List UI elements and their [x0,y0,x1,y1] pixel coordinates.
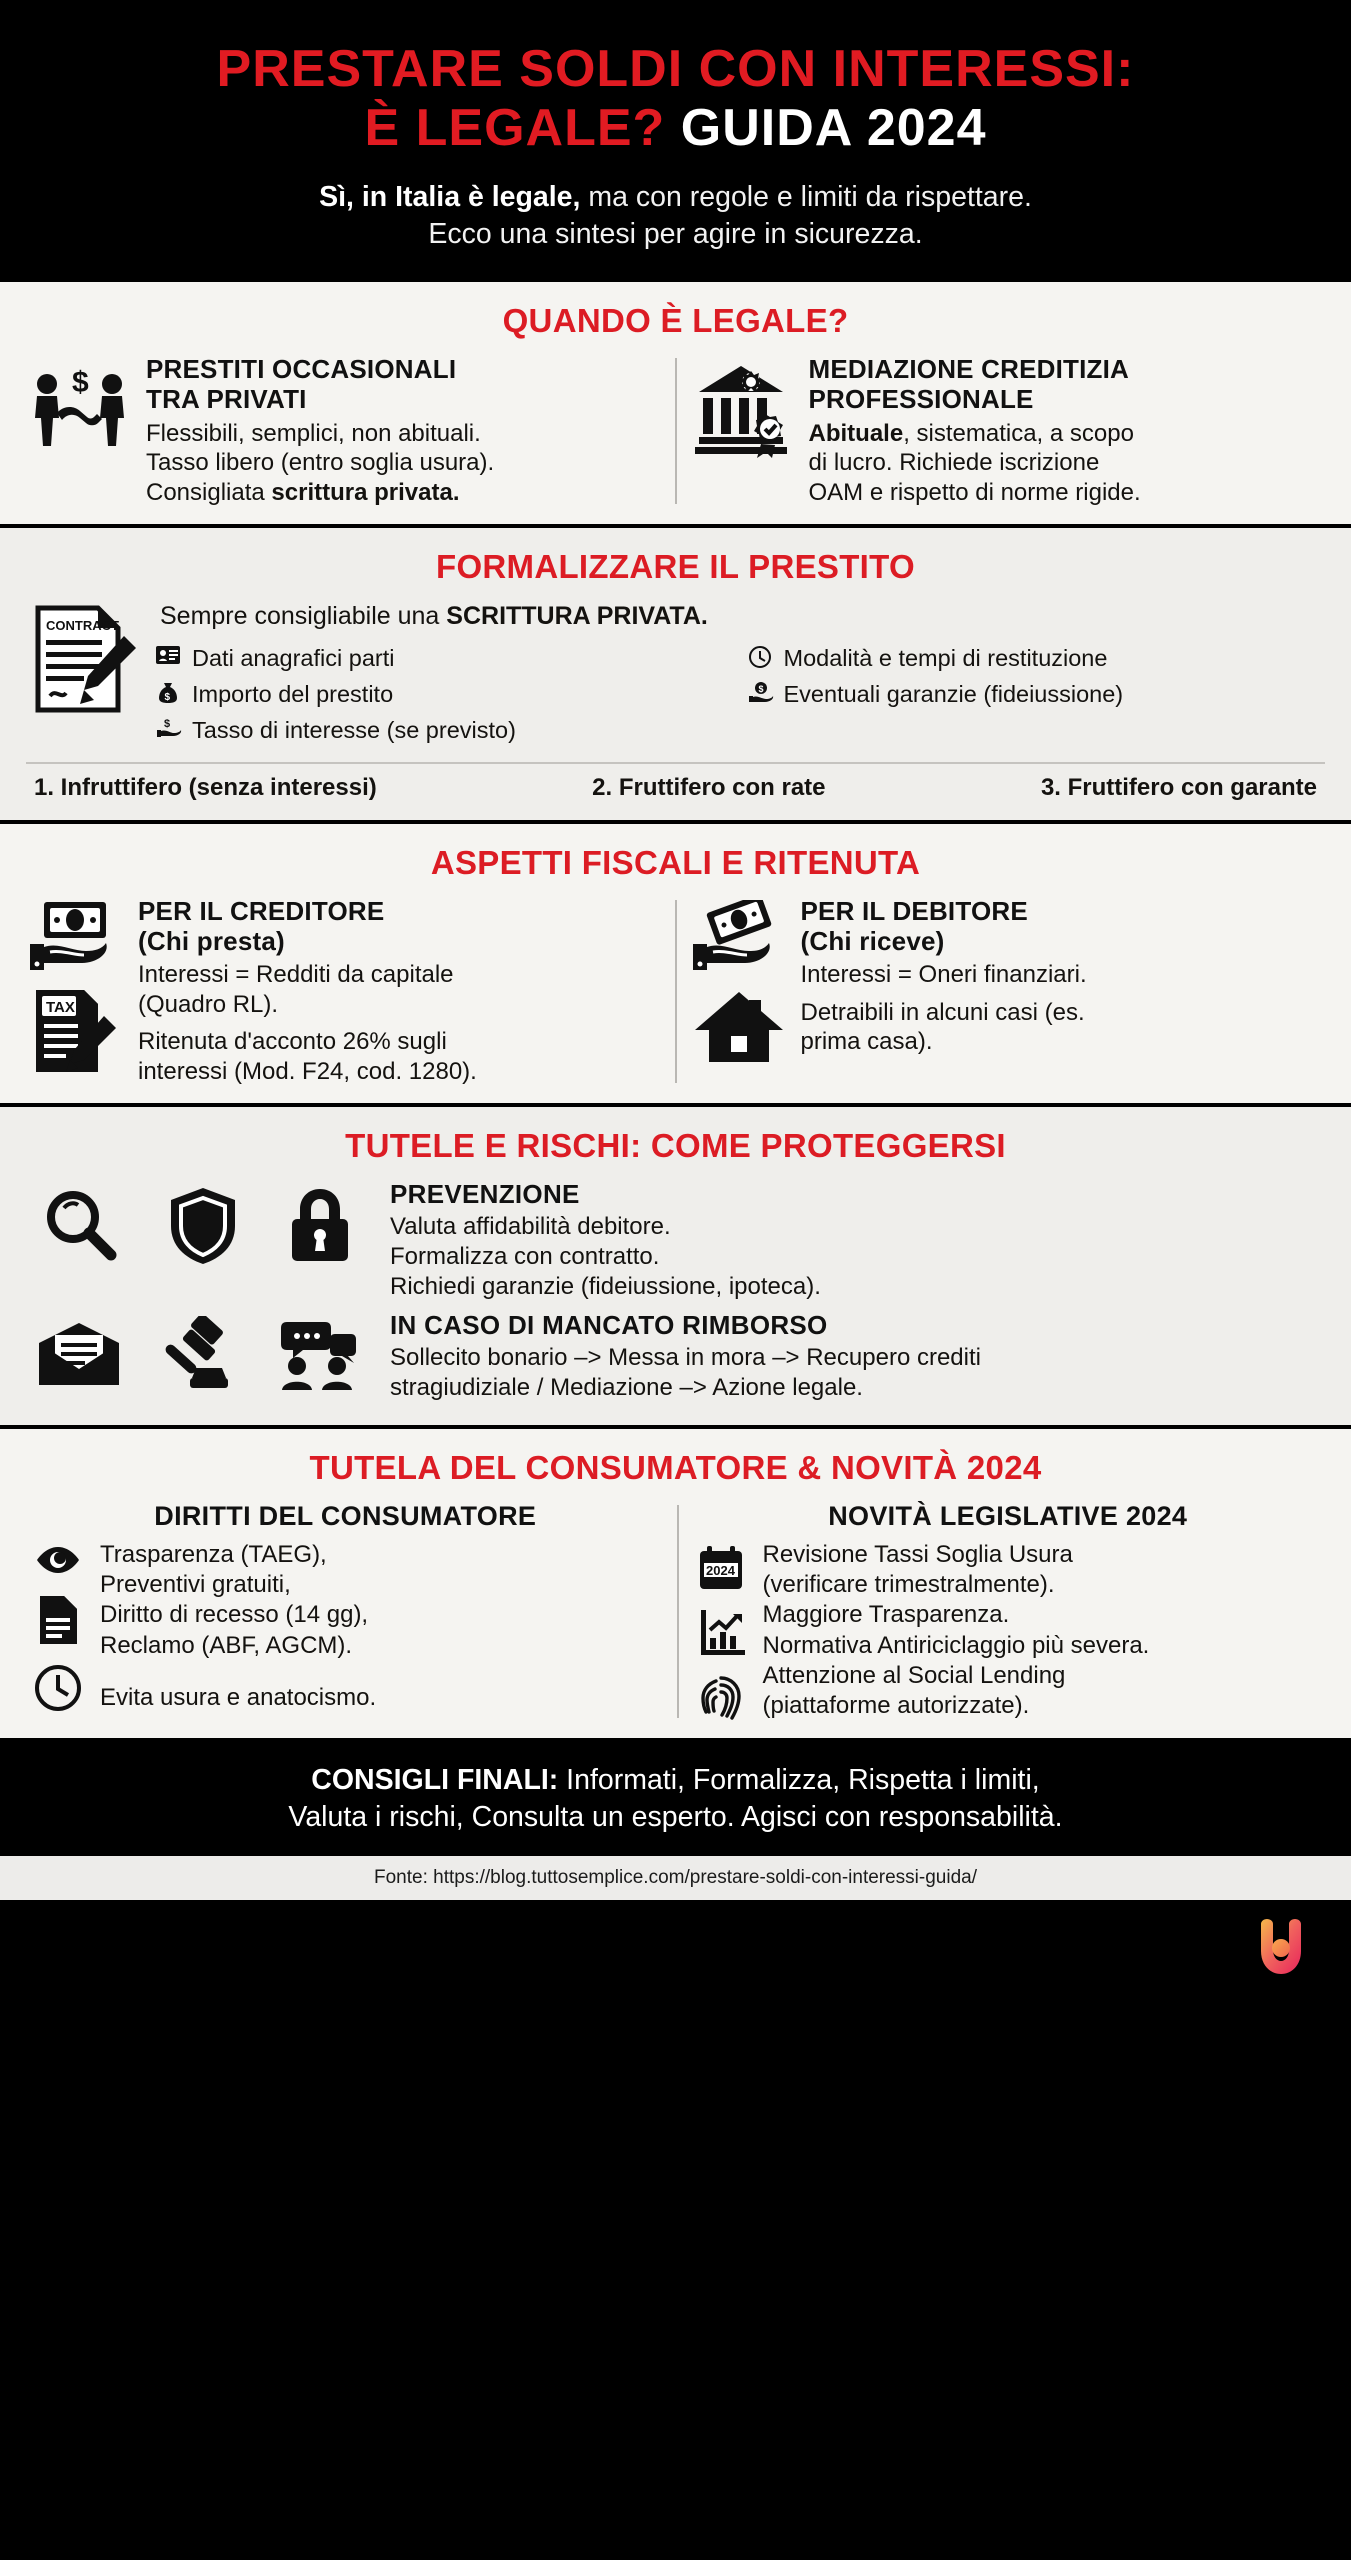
legale-left-body-emphasis: scrittura privata. [271,479,460,507]
document-icon [37,1594,79,1646]
legale-right-heading-line-1: MEDIAZIONE CREDITIZIA [808,354,1130,385]
legale-right-body [809,419,1141,508]
novita-line-6: (piattaforme autorizzate). [762,1692,1030,1719]
novita-line-3: Maggiore Trasparenza. [762,1601,1010,1629]
svg-text:TAX: TAX [46,998,75,1016]
fiscali-left-p2-line-2: interessi (Mod. F24, cod. 1280). [138,1058,477,1086]
section-title-fiscali: ASPETTI FISCALI E RITENUTA [430,843,921,881]
list-item [156,713,742,748]
logo-bar [0,1900,1351,2020]
list-item [748,641,1334,676]
section-aspetti-fiscali [0,824,1351,1107]
prevenzione-line-3: Richiedi garanzie (fideiussione, ipoteca). [390,1272,821,1300]
section-title-legale: QUANDO È LEGALE? [502,302,849,340]
legale-right-body-line-2: di lucro. Richiede iscrizione [808,449,1100,477]
novita-line-4: Normativa Antiriciclaggio più severa. [762,1631,1150,1659]
fiscali-right-p1-line-1: Interessi = Oneri finanziari. [800,960,1087,988]
fiscali-left-heading [138,896,477,956]
page-title-question: È LEGALE? [364,99,666,158]
diritti-subtitle: DIRITTI DEL CONSUMATORE [154,1500,537,1531]
loan-types-row [18,774,1333,804]
diritti-line-3: Diritto di recesso (14 gg), [100,1601,369,1629]
subtitle-rest: ma con regole e limiti da rispettare. [580,181,1032,214]
diritti-line-4: Reclamo (ABF, AGCM). [100,1631,353,1659]
legale-left-block [18,354,671,508]
loan-type-2: 2. Fruttifero con rate [592,773,826,801]
legale-right-heading-line-2: PROFESSIONALE [808,384,1034,415]
fiscali-right-heading [801,896,1087,956]
bank-certified-icon [691,354,795,462]
calendar-2024-icon [697,1544,745,1592]
formalizzare-bullets-right [748,641,1334,750]
novita-line-1: Revisione Tassi Soglia Usura [762,1540,1073,1568]
list-item-label: Eventuali garanzie (fideiussione) [783,681,1124,708]
legale-left-heading-line-2: TRA PRIVATI [146,384,307,415]
loan-type-1: 1. Infruttifero (senza interessi) [34,773,377,801]
novita-line-5: Attenzione al Social Lending [762,1661,1066,1689]
magnifier-icon [42,1186,120,1264]
page-title-line-1: PRESTARE SOLDI CON INTERESSI: [216,40,1135,98]
formalizzare-lead-plain: Sempre consigliabile una [160,601,447,630]
mancato-rimborso-heading: IN CASO DI MANCATO RIMBORSO [390,1309,828,1340]
clock-outline-icon [34,1664,82,1712]
tax-document-icon [30,988,122,1074]
eye-icon [34,1544,82,1576]
fiscali-left-p1-line-1: Interessi = Redditi da capitale [138,960,454,988]
fiscali-left-block [18,896,671,1087]
header-subtitle [30,179,1321,252]
diritti-line-last: Evita usura e anatocismo. [100,1683,377,1711]
list-item-label: Importo del prestito [192,681,394,708]
section-title-tutele: TUTELE E RISCHI: COME PROTEGGERSI [345,1126,1006,1164]
footer-tips-line-1: Informati, Formalizza, Rispetta i limiti, [558,1763,1040,1796]
legale-right-body-line-3: OAM e rispetto di norme rigide. [808,479,1141,507]
calendar-year-label: 2024 [705,1562,735,1578]
contract-pen-icon [18,600,140,718]
cash-receive-icon [691,900,787,974]
consumatore-right-block [683,1501,1334,1722]
page-title-line-2 [30,100,1321,157]
open-envelope-icon [37,1321,121,1387]
u-logo-icon [1253,1918,1309,1982]
list-item-label: Modalità e tempi di restituzione [783,644,1108,671]
list-item-label: Dati anagrafici parti [192,644,395,671]
handshake-money-icon [28,354,132,462]
formalizzare-lead-bold: SCRITTURA PRIVATA. [446,601,708,630]
cash-in-hand-icon [28,900,124,974]
section-formalizzare [0,528,1351,824]
column-divider [675,900,677,1083]
fiscali-right-body [801,960,1087,1057]
svg-text:$: $ [758,684,764,695]
novita-lines [763,1540,1324,1721]
loan-type-3: 3. Fruttifero con garante [1040,773,1317,801]
id-card-icon [156,641,182,665]
legale-right-heading [809,354,1141,414]
list-item-label: Tasso di interesse (se previsto) [192,717,516,744]
fiscali-left-heading-line-2: (Chi presta) [138,925,285,956]
footer-tips-label: CONSIGLI FINALI: [311,1763,559,1796]
footer-tips [0,1742,1351,1856]
column-divider [677,1505,679,1718]
list-item [156,677,742,712]
prevenzione-line-1: Valuta affidabilità debitore. [390,1212,671,1240]
consumatore-left-block [18,1501,673,1722]
prevenzione-body [390,1212,1333,1302]
divider [26,762,1325,764]
list-item [156,641,742,676]
fingerprint-icon [698,1672,744,1722]
fiscali-right-block [681,896,1334,1064]
hand-coin-icon [156,713,182,739]
section-quando-e-legale [0,282,1351,528]
section-tutele-rischi [0,1107,1351,1429]
shield-icon [167,1185,239,1265]
legale-right-body-line-1: , sistematica, a scopo [903,419,1134,447]
mancato-rimborso-body [390,1343,1333,1403]
footer-tips-text [40,1762,1311,1836]
fiscali-right-heading-line-2: (Chi riceve) [800,925,945,956]
novita-line-2: (verificare trimestralmente). [762,1571,1055,1599]
legale-left-heading-line-1: PRESTITI OCCASIONALI [146,354,457,385]
svg-text:$: $ [164,718,171,731]
section-title-formalizzare: FORMALIZZARE IL PRESTITO [436,547,915,585]
svg-text:$: $ [164,692,171,704]
footer-tips-line-2: Valuta i rischi, Consulta un esperto. Agisci con responsabilità. [288,1800,1063,1833]
legale-left-body [146,419,494,508]
fiscali-left-p2-line-1: Ritenuta d'acconto 26% sugli [138,1028,447,1056]
formalizzare-bullets-left [156,641,742,750]
growth-chart-icon [697,1608,745,1656]
legale-left-body-line-2: Tasso libero (entro soglia usura). [146,449,495,477]
money-bag-icon [156,677,182,705]
list-item [748,677,1334,712]
source-bar: Fonte: https://blog.tuttosemplice.com/prestare-soldi-con-interessi-guida/ [0,1856,1351,1900]
prevenzione-heading: PREVENZIONE [390,1178,580,1209]
fiscali-left-p1-line-2: (Quadro RL). [138,990,279,1018]
tutele-prevenzione-row [18,1179,1333,1302]
header [0,0,1351,282]
diritti-lines [100,1540,661,1713]
diritti-line-2: Preventivi gratuiti, [100,1571,291,1599]
page-title-guide: GUIDA 2024 [680,99,987,158]
tutele-mancato-rimborso-row [18,1310,1333,1403]
svg-text:CONTRACT: CONTRACT [46,617,119,633]
legale-right-block [681,354,1334,508]
section-tutela-consumatore [0,1429,1351,1742]
fiscali-right-p2-line-2: prima casa). [800,1028,933,1056]
mancato-rimborso-line-1: Sollecito bonario –> Messa in mora –> Recupero crediti [390,1343,981,1371]
novita-subtitle: NOVITÀ LEGISLATIVE 2024 [828,1500,1188,1531]
prevenzione-line-2: Formalizza con contratto. [390,1242,660,1270]
clock-icon [748,641,774,669]
fiscali-left-body [138,960,477,1087]
formalizzare-lead [160,602,1333,631]
section-title-consumatore: TUTELA DEL CONSUMATORE & NOVITÀ 2024 [309,1448,1042,1486]
gavel-icon [158,1316,236,1392]
legale-right-body-emphasis: Abituale [808,419,904,447]
subtitle-line-2: Ecco una sintesi per agire in sicurezza. [428,217,923,250]
padlock-icon [286,1185,354,1265]
fiscali-right-p2-line-1: Detraibili in alcuni casi (es. [800,998,1085,1026]
hand-coin-guarantee-icon [748,677,774,703]
chat-people-icon [273,1318,359,1390]
subtitle-bold: Sì, in Italia è legale, [319,181,581,214]
legale-left-body-line-3: Consigliata [146,479,272,507]
diritti-line-1: Trasparenza (TAEG), [100,1540,327,1568]
mancato-rimborso-line-2: stragiudiziale / Mediazione –> Azione legale. [390,1373,863,1401]
fiscali-left-heading-line-1: PER IL CREDITORE [138,895,385,926]
house-icon [693,988,785,1064]
column-divider [675,358,677,504]
legale-left-heading [146,354,494,414]
legale-left-body-line-1: Flessibili, semplici, non abituali. [146,419,481,447]
svg-text:$: $ [72,366,89,400]
fiscali-right-heading-line-1: PER IL DEBITORE [800,895,1028,926]
